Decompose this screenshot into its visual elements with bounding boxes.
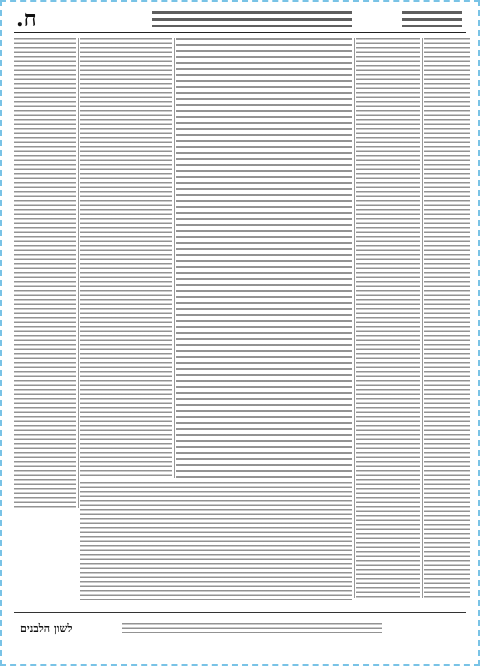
tosafot-column [80, 38, 172, 478]
bottom-commentary [80, 482, 352, 600]
running-title [402, 11, 462, 27]
footer-divider [14, 612, 466, 613]
rashi-column [356, 38, 420, 598]
page-number: ח. [16, 6, 37, 32]
column-divider [174, 38, 175, 478]
column-divider [78, 38, 79, 508]
outer-left-margin-notes [14, 38, 76, 508]
chapter-title [152, 11, 352, 27]
column-divider [422, 38, 423, 598]
outer-right-margin-notes [424, 38, 470, 598]
gemara-column [176, 38, 352, 478]
header-divider [14, 32, 466, 33]
footer-note [122, 623, 382, 633]
footer-label: לשון הלבנים [20, 622, 73, 635]
column-divider [354, 38, 355, 598]
